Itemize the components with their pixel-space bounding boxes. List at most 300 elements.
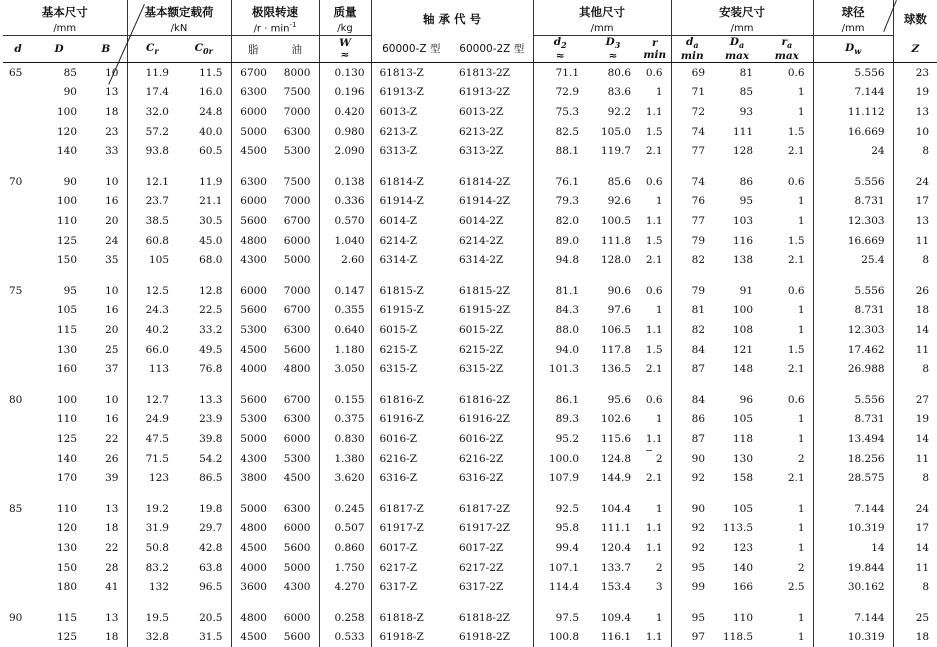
cell-mass: 1.750 <box>319 558 371 578</box>
cell-Dw: 19.844 <box>813 558 893 578</box>
table-row <box>3 519 937 539</box>
cell-speed-grease: 5000 <box>231 122 275 142</box>
cell-B: 25 <box>105 343 119 356</box>
cell-code-2z: 6314-2Z <box>459 254 504 267</box>
cell-da: 74 <box>671 172 713 192</box>
cell-Dw: 13.494 <box>813 429 893 449</box>
cell-D3: 90.6 <box>607 284 632 297</box>
cell-speed-oil: 6700 <box>283 393 311 406</box>
col-Cr <box>127 36 177 63</box>
cell-speed-grease: 4800 <box>231 231 275 251</box>
cell-r: 1.1 <box>645 106 663 119</box>
cell-C0r: 39.8 <box>199 432 223 445</box>
cell-Da: 116 <box>733 234 754 247</box>
header-ball-dia: 球径 <box>813 0 893 21</box>
cell-D3: 111.8 <box>600 234 632 247</box>
cell-Cr: 83.2 <box>127 558 177 578</box>
cell-ra: 1 <box>797 86 805 99</box>
cell-speed-grease: 6000 <box>231 102 275 122</box>
cell-da: 79 <box>671 231 713 251</box>
cell-D: 100 <box>56 106 77 119</box>
cell-Da: 81 <box>739 66 754 79</box>
spacer-cell <box>639 161 671 172</box>
cell-Da: 140 <box>733 561 754 574</box>
col-Da-sym: D <box>729 36 739 48</box>
cell-Dw: 7.144 <box>813 499 893 519</box>
cell-mass: 2.090 <box>319 141 371 161</box>
cell-d: 75 <box>9 284 23 297</box>
col-W-sym: W <box>339 37 351 50</box>
cell-B: 10 <box>105 175 119 188</box>
cell-code-z: 6314-Z <box>371 250 451 270</box>
spacer-cell <box>639 597 671 608</box>
cell-code-z: 6217-Z <box>371 558 451 578</box>
cell-Z: 11 <box>893 231 937 251</box>
cell-d2: 76.1 <box>533 172 587 192</box>
spacer-cell <box>533 597 587 608</box>
cell-d <box>3 449 33 469</box>
cell-code-2z: 61815-2Z <box>459 284 510 297</box>
cell-C0r: 24.8 <box>199 106 223 119</box>
cell-code-z: 61814-Z <box>371 172 451 192</box>
cell-speed-grease: 5000 <box>231 499 275 519</box>
cell-d2: 97.5 <box>533 608 587 628</box>
cell-mass: 0.355 <box>319 301 371 321</box>
cell-d2: 94.8 <box>533 250 587 270</box>
cell-B: 16 <box>105 413 119 426</box>
cell-Z: 11 <box>893 558 937 578</box>
cell-Cr: 93.8 <box>127 141 177 161</box>
cell-B: 22 <box>105 541 119 554</box>
cell-r: 2.1 <box>645 145 663 158</box>
cell-code-z: 6216-Z <box>371 449 451 469</box>
col-D3 <box>587 36 639 63</box>
cell-Da: 130 <box>733 452 754 465</box>
cell-code-z: 6016-Z <box>371 429 451 449</box>
header-ball-count: 球数 <box>893 0 937 36</box>
cell-Z: 27 <box>893 390 937 410</box>
cell-D3: 119.7 <box>600 145 632 158</box>
cell-mass: 3.620 <box>319 468 371 488</box>
cell-r: 1 <box>655 304 663 317</box>
cell-speed-oil: 6300 <box>283 502 311 515</box>
cell-d2: 107.9 <box>533 468 587 488</box>
cell-r: 2.1 <box>645 254 663 267</box>
spacer-cell <box>587 488 639 499</box>
cell-Cr: 38.5 <box>127 211 177 231</box>
cell-D3: 117.8 <box>600 343 632 356</box>
col-D3-approx: ≈ <box>608 50 618 63</box>
cell-Dw: 5.556 <box>813 172 893 192</box>
cell-D: 150 <box>56 561 77 574</box>
table-body <box>3 63 937 647</box>
cell-B: 23 <box>105 125 119 138</box>
cell-C0r: 40.0 <box>199 125 223 138</box>
col-C0r <box>177 36 231 63</box>
cell-d: 70 <box>9 175 23 188</box>
cell-speed-oil: 7500 <box>283 86 311 99</box>
cell-speed-grease: 4500 <box>231 141 275 161</box>
cell-Dw: 8.731 <box>813 192 893 212</box>
spacer-cell <box>3 597 33 608</box>
cell-C0r: 11.9 <box>199 175 223 188</box>
cell-code-2z: 6313-2Z <box>459 145 504 158</box>
cell-Cr: 24.9 <box>127 410 177 430</box>
col-Dw <box>813 36 893 63</box>
cell-da: 76 <box>671 192 713 212</box>
table-row <box>3 429 937 449</box>
spacer-cell <box>127 379 177 390</box>
col-Cr-sub: r <box>154 46 159 57</box>
table-row <box>3 390 937 410</box>
cell-d2: 88.1 <box>533 141 587 161</box>
col-d2 <box>533 36 587 63</box>
cell-Dw: 25.4 <box>813 250 893 270</box>
cell-code-2z: 6213-2Z <box>459 125 504 138</box>
col-ra-max: max <box>774 50 799 63</box>
cell-d2: 95.2 <box>533 429 587 449</box>
spacer-cell <box>371 161 451 172</box>
spacer-cell <box>713 161 761 172</box>
table-row <box>3 63 937 83</box>
cell-d <box>3 538 33 558</box>
cell-C0r: 45.0 <box>199 234 223 247</box>
cell-da: 84 <box>671 390 713 410</box>
col-r <box>639 36 671 63</box>
cell-D: 110 <box>56 413 77 426</box>
cell-Dw: 12.303 <box>813 320 893 340</box>
cell-speed-oil: 7000 <box>283 284 311 297</box>
spacer-cell <box>451 488 533 499</box>
cell-D: 105 <box>56 304 77 317</box>
col-ra-sym: r <box>781 36 787 48</box>
cell-Z: 8 <box>893 359 937 379</box>
spacer-cell <box>127 597 177 608</box>
cell-d2: 92.5 <box>533 499 587 519</box>
cell-code-z: 61816-Z <box>371 390 451 410</box>
cell-D3: 80.6 <box>607 66 632 79</box>
cell-Da: 128 <box>733 145 754 158</box>
col-Cr-sym: C <box>145 42 155 54</box>
cell-d2: 95.8 <box>533 519 587 539</box>
cell-Z: 19 <box>893 410 937 430</box>
cell-C0r: 30.5 <box>199 215 223 228</box>
cell-r: 1 <box>655 413 663 426</box>
spacer-cell <box>587 161 639 172</box>
cell-B: 41 <box>105 581 119 594</box>
cell-code-2z: 61914-2Z <box>459 195 510 208</box>
cell-Da: 91 <box>739 284 754 297</box>
cell-speed-oil: 5300 <box>283 452 311 465</box>
unit-ball-dia: /mm <box>813 21 893 36</box>
cell-code-z: 6315-Z <box>371 359 451 379</box>
cell-speed-oil: 6000 <box>283 432 311 445</box>
spacer-cell <box>761 379 813 390</box>
cell-Cr: 123 <box>127 468 177 488</box>
cell-Z: 8 <box>893 577 937 597</box>
cell-speed-oil: 6000 <box>283 611 311 624</box>
col-r-min: min <box>643 49 667 62</box>
spacer-cell <box>275 379 319 390</box>
cell-code-2z: 61913-2Z <box>459 86 510 99</box>
cell-r: 1.1 <box>645 324 663 337</box>
cell-code-2z: 6015-2Z <box>459 324 504 337</box>
cell-Da: 86 <box>739 175 754 188</box>
cell-ra: 2.1 <box>787 145 805 158</box>
spacer-cell <box>587 597 639 608</box>
cell-d2: 81.1 <box>533 281 587 301</box>
spacer-cell <box>177 597 231 608</box>
spacer-cell <box>371 379 451 390</box>
spacer-cell <box>33 161 85 172</box>
cell-D3: 124.8 <box>600 452 632 465</box>
cell-d: 65 <box>9 66 23 79</box>
cell-r: 3 <box>655 581 663 594</box>
spacer-cell <box>761 161 813 172</box>
cell-B: 37 <box>105 363 119 376</box>
cell-d2: 82.0 <box>533 211 587 231</box>
cell-D: 115 <box>56 324 77 337</box>
spacer-cell <box>3 161 33 172</box>
cell-D: 110 <box>56 502 77 515</box>
cell-Da: 95 <box>739 195 754 208</box>
cell-d: 85 <box>9 502 23 515</box>
table-row <box>3 359 937 379</box>
cell-Da: 105 <box>733 413 754 426</box>
cell-Da: 148 <box>733 363 754 376</box>
spacer-cell <box>671 488 713 499</box>
cell-ra: 1 <box>797 304 805 317</box>
cell-Dw: 5.556 <box>813 390 893 410</box>
cell-mass: 4.270 <box>319 577 371 597</box>
cell-C0r: 31.5 <box>199 631 223 644</box>
cell-D3: 83.6 <box>607 86 632 99</box>
cell-Cr: 32.0 <box>127 102 177 122</box>
cell-C0r: 54.2 <box>199 452 223 465</box>
cell-speed-grease: 4800 <box>231 608 275 628</box>
cell-Da: 113.5 <box>722 522 754 535</box>
cell-Dw: 8.731 <box>813 301 893 321</box>
header-mass: 质量 <box>319 0 371 21</box>
cell-B: 20 <box>105 215 119 228</box>
cell-mass: 0.533 <box>319 628 371 647</box>
cell-da: 87 <box>671 359 713 379</box>
cell-speed-oil: 6700 <box>283 304 311 317</box>
cell-C0r: 13.3 <box>199 393 223 406</box>
cell-da: 92 <box>671 468 713 488</box>
table-row <box>3 250 937 270</box>
cell-D: 90 <box>63 175 77 188</box>
cell-code-2z: 61813-2Z <box>459 66 510 79</box>
unit-mass: /kg <box>319 21 371 36</box>
table-row <box>3 499 937 519</box>
spacer-cell <box>319 270 371 281</box>
cell-Dw: 28.575 <box>813 468 893 488</box>
cell-speed-oil: 4300 <box>283 581 311 594</box>
cell-da: 92 <box>671 538 713 558</box>
cell-Cr: 66.0 <box>127 340 177 360</box>
cell-Da: 111 <box>733 125 754 138</box>
cell-da: 77 <box>671 141 713 161</box>
cell-d <box>3 519 33 539</box>
unit-speed-limit <box>231 21 319 36</box>
cell-speed-oil: 7500 <box>283 175 311 188</box>
spacer-cell <box>893 488 937 499</box>
cell-mass: 0.860 <box>319 538 371 558</box>
col-type-z: 60000-Z 型 <box>371 36 451 63</box>
cell-da: 90 <box>671 449 713 469</box>
table-row <box>3 83 937 103</box>
spacer-cell <box>3 379 33 390</box>
cell-code-2z: 6013-2Z <box>459 106 504 119</box>
cell-d <box>3 231 33 251</box>
cell-mass: 0.130 <box>319 63 371 83</box>
cell-code-z: 61916-Z <box>371 410 451 430</box>
header-basic-dims: 基本尺寸 <box>41 4 88 19</box>
cell-Cr: 132 <box>127 577 177 597</box>
cell-mass: 0.507 <box>319 519 371 539</box>
col-da-min: min <box>680 50 704 63</box>
cell-code-z: 61815-Z <box>371 281 451 301</box>
cell-B: 13 <box>105 611 119 624</box>
cell-Da: 118.5 <box>722 631 754 644</box>
cell-B: 20 <box>105 324 119 337</box>
cell-Z: 25 <box>893 608 937 628</box>
cell-D3: 92.2 <box>607 106 632 119</box>
cell-r: 0.6 <box>645 284 663 297</box>
cell-Cr: 40.2 <box>127 320 177 340</box>
cell-Cr: 71.5 <box>127 449 177 469</box>
col-W-approx: ≈ <box>340 49 350 62</box>
spacer-cell <box>713 379 761 390</box>
cell-mass: 0.245 <box>319 499 371 519</box>
cell-speed-grease: 6300 <box>231 83 275 103</box>
spacer-cell <box>231 161 275 172</box>
cell-code-2z: 61817-2Z <box>459 502 510 515</box>
col-d2-approx: ≈ <box>555 50 565 63</box>
cell-Z: 8 <box>893 141 937 161</box>
cell-Dw: 8.731 <box>813 410 893 430</box>
spacer-cell <box>85 270 127 281</box>
cell-code-z: 6313-Z <box>371 141 451 161</box>
spacer-cell <box>813 161 893 172</box>
spacer-cell <box>177 161 231 172</box>
spacer-cell <box>275 161 319 172</box>
cell-Z: 14 <box>893 538 937 558</box>
cell-Z: 11 <box>893 449 937 469</box>
cell-Dw: 18.256 <box>813 449 893 469</box>
cell-mass: 2.60 <box>319 250 371 270</box>
cell-Dw: 7.144 <box>813 608 893 628</box>
cell-D: 85 <box>63 66 77 79</box>
cell-speed-oil: 5600 <box>283 541 311 554</box>
cell-D3: 116.1 <box>600 631 632 644</box>
cell-ra: 0.6 <box>787 284 805 297</box>
cell-d2: 101.3 <box>533 359 587 379</box>
cell-da: 82 <box>671 250 713 270</box>
cell-Cr: 31.9 <box>127 519 177 539</box>
cell-D3: 111.1 <box>600 522 632 535</box>
col-ra-sub: a <box>786 40 793 51</box>
cell-speed-grease: 5000 <box>231 429 275 449</box>
cell-r: 1 <box>655 502 663 515</box>
cell-ra: 2.5 <box>787 581 805 594</box>
table-row <box>3 102 937 122</box>
cell-Z: 18 <box>893 301 937 321</box>
cell-D: 120 <box>56 125 77 138</box>
cell-Cr: 19.5 <box>127 608 177 628</box>
cell-Z: 24 <box>893 172 937 192</box>
cell-Dw: 5.556 <box>813 63 893 83</box>
cell-C0r: 23.9 <box>199 413 223 426</box>
cell-d: 80 <box>9 393 23 406</box>
cell-code-2z: 6217-2Z <box>459 561 504 574</box>
group-spacer <box>3 270 937 281</box>
cell-ra: 1.5 <box>787 343 805 356</box>
cell-C0r: 49.5 <box>199 343 223 356</box>
spacer-cell <box>893 379 937 390</box>
cell-code-z: 6316-Z <box>371 468 451 488</box>
spacer-cell <box>533 379 587 390</box>
cell-B: 18 <box>105 106 119 119</box>
cell-Cr: 60.8 <box>127 231 177 251</box>
cell-ra: 2.1 <box>787 363 805 376</box>
spacer-cell <box>813 597 893 608</box>
cell-ra: 2.1 <box>787 254 805 267</box>
cell-speed-oil: 5600 <box>283 631 311 644</box>
cell-C0r: 63.8 <box>199 561 223 574</box>
spacer-cell <box>177 488 231 499</box>
cell-ra: 1.5 <box>787 125 805 138</box>
spacer-cell <box>371 270 451 281</box>
cell-mass: 0.830 <box>319 429 371 449</box>
cell-da: 72 <box>671 102 713 122</box>
cell-speed-oil: 6300 <box>283 413 311 426</box>
col-Dw-sym: D <box>845 42 855 54</box>
cell-d <box>3 320 33 340</box>
cell-Da: 108 <box>733 324 754 337</box>
cell-speed-oil: 5000 <box>283 254 311 267</box>
cell-mass: 0.375 <box>319 410 371 430</box>
spacer-cell <box>813 270 893 281</box>
cell-speed-grease: 5600 <box>231 390 275 410</box>
cell-d <box>3 359 33 379</box>
cell-Da: 138 <box>733 254 754 267</box>
col-Da-max: max <box>724 50 750 63</box>
cell-r: 1.1 <box>645 522 663 535</box>
cell-da: 87 <box>671 429 713 449</box>
cell-code-z: 61915-Z <box>371 301 451 321</box>
cell-C0r: 12.8 <box>199 284 223 297</box>
cell-speed-oil: 7000 <box>283 195 311 208</box>
cell-Da: 100 <box>733 304 754 317</box>
col-d2-sym: d <box>553 36 562 48</box>
table-row <box>3 628 937 647</box>
col-D: D <box>33 36 85 63</box>
spacer-cell <box>893 270 937 281</box>
cell-Z: 19 <box>893 83 937 103</box>
col-C0r-sym: C <box>194 42 204 54</box>
cell-r: 1.5 <box>645 125 663 138</box>
cell-C0r: 20.5 <box>199 611 223 624</box>
cell-D: 130 <box>56 343 77 356</box>
spacer-cell <box>33 379 85 390</box>
cell-C0r: 68.0 <box>199 254 223 267</box>
spacer-cell <box>371 597 451 608</box>
unit-basic-dims: /mm <box>3 21 127 36</box>
cell-d2: 75.3 <box>533 102 587 122</box>
cell-C0r: 19.8 <box>199 502 223 515</box>
